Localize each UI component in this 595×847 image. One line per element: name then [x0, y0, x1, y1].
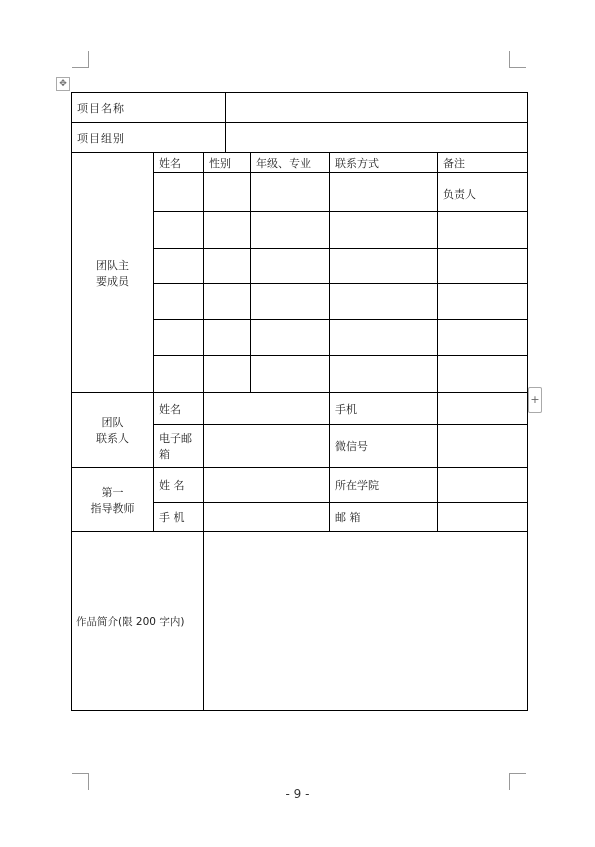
member-contact-cell[interactable] [330, 284, 438, 320]
advisor-school-label: 所在学院 [330, 468, 438, 503]
team-contact-section-label: 团队 联系人 [72, 393, 154, 468]
contact-wechat-label: 微信号 [330, 425, 438, 468]
member-remarks-cell[interactable] [438, 284, 528, 320]
member-name-cell[interactable] [154, 284, 204, 320]
member-gender-cell[interactable] [204, 212, 251, 249]
member-contact-cell[interactable] [330, 249, 438, 284]
advisor-email-label: 邮 箱 [330, 503, 438, 532]
leader-remark: 负责人 [443, 188, 477, 201]
header-gender: 性别 [204, 153, 251, 173]
intro-row [72, 532, 528, 711]
member-grade-cell[interactable] [251, 212, 330, 249]
member-remarks-cell[interactable] [438, 173, 528, 212]
project-name-row [72, 93, 528, 123]
contact-name-field[interactable] [204, 393, 330, 425]
header-name: 姓名 [154, 153, 204, 173]
project-group-label: 项目组别 [72, 123, 226, 153]
contact-row-1 [72, 393, 528, 425]
member-grade-cell[interactable] [251, 284, 330, 320]
member-name-cell[interactable] [154, 320, 204, 356]
table-move-handle-icon[interactable]: ✥ [56, 77, 70, 91]
page-number: - 9 - [285, 787, 310, 801]
member-grade-cell[interactable] [251, 320, 330, 356]
registration-form-table [71, 92, 528, 711]
member-gender-cell[interactable] [204, 249, 251, 284]
member-contact-cell[interactable] [330, 320, 438, 356]
add-row-button[interactable]: + [528, 387, 542, 413]
contact-name-label: 姓名 [154, 393, 204, 425]
member-remarks-cell[interactable] [438, 320, 528, 356]
contact-wechat-field[interactable] [438, 425, 528, 468]
member-grade-cell[interactable] [251, 173, 330, 212]
advisor-name-field[interactable] [204, 468, 330, 503]
advisor-email-field[interactable] [438, 503, 528, 532]
advisor-school-field[interactable] [438, 468, 528, 503]
advisor-phone-field[interactable] [204, 503, 330, 532]
member-gender-cell[interactable] [204, 356, 251, 393]
member-gender-cell[interactable] [204, 320, 251, 356]
member-name-cell[interactable] [154, 249, 204, 284]
team-members-section-label: 团队主 要成员 [72, 153, 154, 393]
crop-mark-top-left [72, 51, 89, 68]
header-remarks: 备注 [438, 153, 528, 173]
advisor-phone-label: 手 机 [154, 503, 204, 532]
contact-phone-label: 手机 [330, 393, 438, 425]
project-name-field[interactable] [226, 93, 528, 123]
header-contact: 联系方式 [330, 153, 438, 173]
member-grade-cell[interactable] [251, 356, 330, 393]
member-contact-cell[interactable] [330, 356, 438, 393]
member-remarks-cell[interactable] [438, 212, 528, 249]
member-remarks-cell[interactable] [438, 356, 528, 393]
member-name-cell[interactable] [154, 356, 204, 393]
project-name-label: 项目名称 [72, 93, 226, 123]
header-grade-major: 年级、专业 [251, 153, 330, 173]
advisor-name-label: 姓 名 [154, 468, 204, 503]
contact-email-field[interactable] [204, 425, 330, 468]
member-remarks-cell[interactable] [438, 249, 528, 284]
intro-field[interactable] [204, 532, 528, 711]
team-header-row [72, 153, 528, 173]
member-gender-cell[interactable] [204, 284, 251, 320]
member-grade-cell[interactable] [251, 249, 330, 284]
contact-email-label: 电子邮 箱 [154, 425, 204, 468]
member-name-cell[interactable] [154, 212, 204, 249]
project-group-row [72, 123, 528, 153]
contact-phone-field[interactable] [438, 393, 528, 425]
project-group-field[interactable] [226, 123, 528, 153]
member-contact-cell[interactable] [330, 173, 438, 212]
member-contact-cell[interactable] [330, 212, 438, 249]
advisor-row-1 [72, 468, 528, 503]
intro-label: 作品简介(限 200 字内) [72, 532, 204, 711]
crop-mark-top-right [509, 51, 526, 68]
member-name-cell[interactable] [154, 173, 204, 212]
advisor-section-label: 第一 指导教师 [72, 468, 154, 532]
member-gender-cell[interactable] [204, 173, 251, 212]
